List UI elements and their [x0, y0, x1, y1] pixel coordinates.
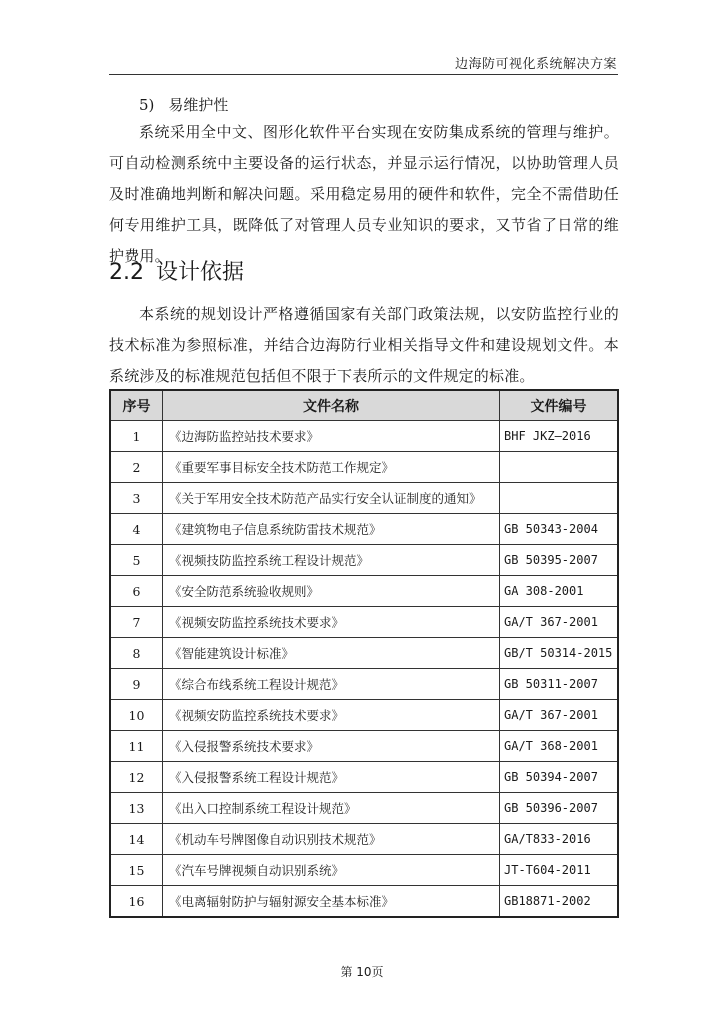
cell-code: GA/T833-2016 [500, 824, 619, 855]
cell-name: 《智能建筑设计标准》 [163, 638, 500, 669]
cell-name: 《视频安防监控系统技术要求》 [163, 607, 500, 638]
cell-seq: 5 [110, 545, 163, 576]
page-number: 第 10页 [340, 965, 384, 979]
cell-name: 《安全防范系统验收规则》 [163, 576, 500, 607]
cell-code: BHF JKZ—2016 [500, 421, 619, 452]
cell-seq: 1 [110, 421, 163, 452]
header-rule [109, 74, 618, 75]
cell-seq: 15 [110, 855, 163, 886]
cell-seq: 12 [110, 762, 163, 793]
cell-name: 《出入口控制系统工程设计规范》 [163, 793, 500, 824]
cell-code [500, 452, 619, 483]
cell-name: 《重要军事目标安全技术防范工作规定》 [163, 452, 500, 483]
table-row [110, 886, 618, 918]
table-row [110, 545, 618, 576]
cell-code: GA/T 368-2001 [500, 731, 619, 762]
header-name: 文件名称 [163, 390, 500, 421]
cell-seq: 10 [110, 700, 163, 731]
header-seq: 序号 [110, 390, 163, 421]
table-row [110, 793, 618, 824]
cell-code: GB18871-2002 [500, 886, 619, 918]
cell-name: 《边海防监控站技术要求》 [163, 421, 500, 452]
cell-code: GB 50396-2007 [500, 793, 619, 824]
table-header-row [110, 390, 618, 421]
table-row [110, 514, 618, 545]
cell-seq: 9 [110, 669, 163, 700]
cell-seq: 11 [110, 731, 163, 762]
cell-name: 《视频安防监控系统技术要求》 [163, 700, 500, 731]
item-heading [139, 94, 228, 115]
cell-name: 《入侵报警系统技术要求》 [163, 731, 500, 762]
cell-code [500, 483, 619, 514]
section-paragraph: 本系统的规划设计严格遵循国家有关部门政策法规，以安防监控行业的技术标准为参照标准，并结合边海防行业相关指导文件和建设规划文件。本系统涉及的标准规范包括但不限于下表所示的文件规定的标准。 [109, 305, 619, 385]
cell-name: 《关于军用安全技术防范产品实行安全认证制度的通知》 [163, 483, 500, 514]
table-row [110, 700, 618, 731]
cell-seq: 8 [110, 638, 163, 669]
cell-code: GA/T 367-2001 [500, 607, 619, 638]
table-row [110, 576, 618, 607]
table-row [110, 607, 618, 638]
table-row [110, 483, 618, 514]
section-title: 设计依据 [156, 260, 245, 285]
table-row [110, 452, 618, 483]
cell-code: GB 50395-2007 [500, 545, 619, 576]
cell-code: GA 308-2001 [500, 576, 619, 607]
table-row [110, 762, 618, 793]
table-row [110, 421, 618, 452]
header-code: 文件编号 [500, 390, 619, 421]
cell-name: 《汽车号牌视频自动识别系统》 [163, 855, 500, 886]
table-row [110, 824, 618, 855]
cell-name: 《综合布线系统工程设计规范》 [163, 669, 500, 700]
table-row [110, 855, 618, 886]
cell-name: 《入侵报警系统工程设计规范》 [163, 762, 500, 793]
item-number: 5) [139, 96, 155, 114]
cell-code: GB 50343-2004 [500, 514, 619, 545]
cell-name: 《建筑物电子信息系统防雷技术规范》 [163, 514, 500, 545]
cell-seq: 16 [110, 886, 163, 918]
cell-seq: 6 [110, 576, 163, 607]
table-row [110, 731, 618, 762]
cell-name: 《视频技防监控系统工程设计规范》 [163, 545, 500, 576]
item-title: 易维护性 [168, 96, 229, 114]
cell-code: GB 50394-2007 [500, 762, 619, 793]
cell-name: 《机动车号牌图像自动识别技术规范》 [163, 824, 500, 855]
section-number: 2.2 [109, 260, 144, 285]
cell-code: GA/T 367-2001 [500, 700, 619, 731]
header-title: 边海防可视化系统解决方案 [454, 57, 617, 72]
cell-seq: 3 [110, 483, 163, 514]
cell-seq: 4 [110, 514, 163, 545]
item-paragraph: 系统采用全中文、图形化软件平台实现在安防集成系统的管理与维护。可自动检测系统中主要设备的运行状态，并显示运行情况，以协助管理人员及时准确地判断和解决问题。采用稳定易用的硬件和软件，完全不需借助任何专用维护工具，既降低了对管理人员专业知识的要求，又节省了日常的维护费用。 [109, 123, 619, 265]
cell-code: GB/T 50314-2015 [500, 638, 619, 669]
cell-seq: 13 [110, 793, 163, 824]
cell-name: 《电离辐射防护与辐射源安全基本标准》 [163, 886, 500, 918]
cell-seq: 2 [110, 452, 163, 483]
cell-seq: 14 [110, 824, 163, 855]
cell-seq: 7 [110, 607, 163, 638]
cell-code: GB 50311-2007 [500, 669, 619, 700]
standards-table [109, 389, 619, 918]
table-row [110, 638, 618, 669]
section-heading [109, 255, 244, 286]
cell-code: JT-T604-2011 [500, 855, 619, 886]
table-row [110, 669, 618, 700]
